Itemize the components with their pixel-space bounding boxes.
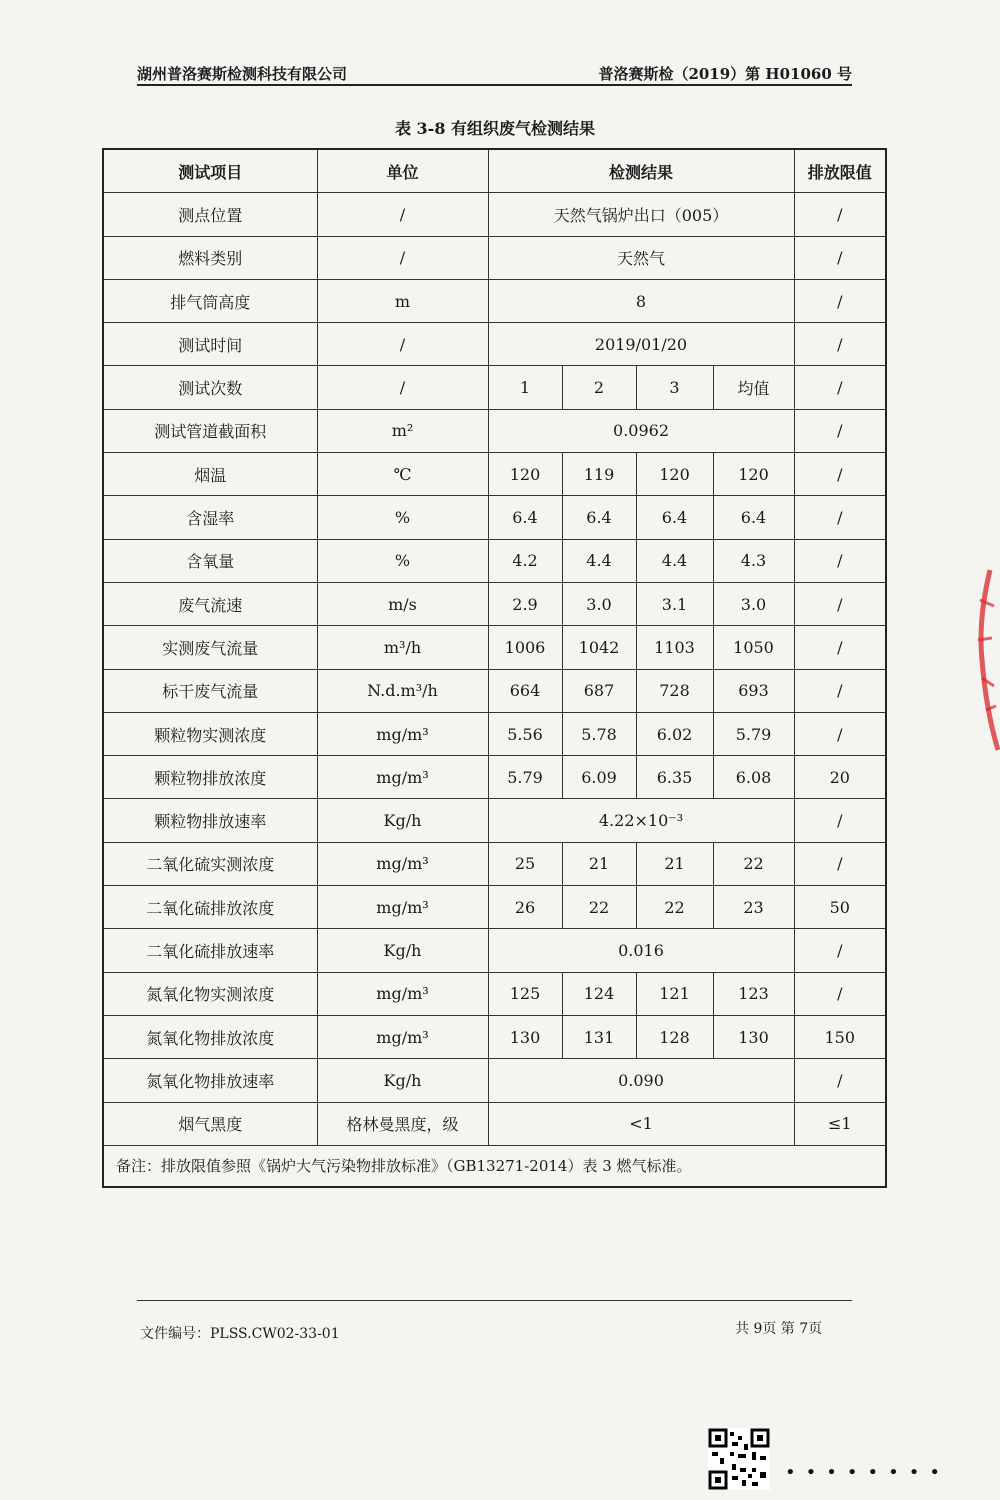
unit-cell: m/s: [317, 582, 488, 625]
result-cell: 121: [636, 972, 713, 1015]
item-cell: 烟温: [103, 453, 317, 496]
item-cell: 测试时间: [103, 323, 317, 366]
result-cell: 6.02: [636, 712, 713, 755]
table-row: [103, 496, 886, 539]
page-number: 共 9页 第 7页: [735, 1321, 823, 1337]
merged-result-cell: 0.0962: [488, 409, 794, 452]
table-row: [103, 799, 886, 842]
result-cell: 124: [562, 972, 636, 1015]
item-cell: 二氧化硫排放速率: [103, 929, 317, 972]
unit-cell: mg/m³: [317, 972, 488, 1015]
item-cell: 氮氧化物排放速率: [103, 1059, 317, 1102]
unit-cell: m³/h: [317, 626, 488, 669]
limit-cell: /: [794, 669, 886, 712]
unit-cell: /: [317, 236, 488, 279]
table-row: [103, 756, 886, 799]
table-row: [103, 279, 886, 322]
item-cell: 颗粒物排放浓度: [103, 756, 317, 799]
result-cell: 120: [713, 453, 794, 496]
unit-cell: ℃: [317, 453, 488, 496]
result-cell: 130: [488, 1015, 562, 1058]
limit-cell: /: [794, 972, 886, 1015]
table-header-row: [103, 149, 886, 193]
limit-cell: /: [794, 1059, 886, 1102]
table-row: [103, 1015, 886, 1058]
result-cell: 664: [488, 669, 562, 712]
result-cell: 5.79: [713, 712, 794, 755]
item-cell: 二氧化硫实测浓度: [103, 842, 317, 885]
table-note: 备注：排放限值参照《锅炉大气污染物排放标准》（GB13271-2014）表 3 燃气标准。: [103, 1145, 886, 1187]
table-row: [103, 582, 886, 625]
table-row: [103, 453, 886, 496]
merged-result-cell: 8: [488, 279, 794, 322]
result-cell: 1050: [713, 626, 794, 669]
result-cell: 1103: [636, 626, 713, 669]
merged-result-cell: 0.090: [488, 1059, 794, 1102]
item-cell: 标干废气流量: [103, 669, 317, 712]
result-cell: 6.09: [562, 756, 636, 799]
unit-cell: mg/m³: [317, 712, 488, 755]
result-cell: 6.4: [488, 496, 562, 539]
unit-cell: m: [317, 279, 488, 322]
table-row: [103, 972, 886, 1015]
result-cell: 26: [488, 886, 562, 929]
result-cell: 3.0: [562, 582, 636, 625]
table-note-row: [103, 1145, 886, 1187]
result-cell: 6.08: [713, 756, 794, 799]
item-cell: 测试管道截面积: [103, 409, 317, 452]
result-cell: 4.4: [636, 539, 713, 582]
document-number: 文件编号：PLSS.CW02-33-01: [140, 1326, 340, 1342]
limit-cell: /: [794, 193, 886, 236]
limit-cell: /: [794, 842, 886, 885]
table-row: [103, 842, 886, 885]
result-cell: 2.9: [488, 582, 562, 625]
report-number: 普洛赛斯检（2019）第 H01060 号: [598, 65, 852, 83]
result-cell: 119: [562, 453, 636, 496]
result-cell: 6.4: [562, 496, 636, 539]
limit-cell: /: [794, 453, 886, 496]
result-cell: 3.1: [636, 582, 713, 625]
result-cell: 5.78: [562, 712, 636, 755]
limit-cell: /: [794, 799, 886, 842]
table-row: [103, 626, 886, 669]
result-cell: 2: [562, 366, 636, 409]
result-cell: 728: [636, 669, 713, 712]
merged-result-cell: 天然气: [488, 236, 794, 279]
result-cell: 4.4: [562, 539, 636, 582]
result-cell: 6.4: [636, 496, 713, 539]
unit-cell: 格林曼黑度，级: [317, 1102, 488, 1145]
table-row: [103, 366, 886, 409]
result-cell: 25: [488, 842, 562, 885]
result-cell: 128: [636, 1015, 713, 1058]
limit-cell: /: [794, 323, 886, 366]
footer-divider: [137, 1300, 852, 1301]
limit-cell: /: [794, 582, 886, 625]
limit-cell: /: [794, 539, 886, 582]
item-cell: 测点位置: [103, 193, 317, 236]
company-name: 湖州普洛赛斯检测科技有限公司: [137, 65, 348, 83]
item-cell: 含湿率: [103, 496, 317, 539]
limit-cell: /: [794, 366, 886, 409]
result-cell: 23: [713, 886, 794, 929]
merged-result-cell: <1: [488, 1102, 794, 1145]
header-result: 检测结果: [488, 149, 794, 193]
table-row: [103, 886, 886, 929]
unit-cell: %: [317, 539, 488, 582]
item-cell: 排气筒高度: [103, 279, 317, 322]
merged-result-cell: 天然气锅炉出口（005）: [488, 193, 794, 236]
result-cell: 21: [636, 842, 713, 885]
item-cell: 烟气黑度: [103, 1102, 317, 1145]
item-cell: 氮氧化物排放浓度: [103, 1015, 317, 1058]
table-row: [103, 193, 886, 236]
result-cell: 125: [488, 972, 562, 1015]
table-row: [103, 323, 886, 366]
merged-result-cell: 4.22×10⁻³: [488, 799, 794, 842]
result-cell: 6.4: [713, 496, 794, 539]
result-cell: 5.79: [488, 756, 562, 799]
limit-cell: /: [794, 409, 886, 452]
unit-cell: N.d.m³/h: [317, 669, 488, 712]
table-row: [103, 1059, 886, 1102]
qr-code-icon: [708, 1428, 770, 1490]
limit-cell: /: [794, 929, 886, 972]
result-cell: 4.2: [488, 539, 562, 582]
result-cell: 5.56: [488, 712, 562, 755]
item-cell: 燃料类别: [103, 236, 317, 279]
result-cell: 123: [713, 972, 794, 1015]
result-cell: 120: [488, 453, 562, 496]
table-row: [103, 929, 886, 972]
limit-cell: /: [794, 712, 886, 755]
table-row: [103, 539, 886, 582]
limit-cell: /: [794, 496, 886, 539]
unit-cell: mg/m³: [317, 886, 488, 929]
result-cell: 130: [713, 1015, 794, 1058]
header-divider: [137, 84, 852, 86]
unit-cell: %: [317, 496, 488, 539]
table-row: [103, 236, 886, 279]
unit-cell: mg/m³: [317, 756, 488, 799]
result-cell: 22: [713, 842, 794, 885]
unit-cell: Kg/h: [317, 799, 488, 842]
result-cell: 21: [562, 842, 636, 885]
result-cell: 693: [713, 669, 794, 712]
limit-cell: /: [794, 236, 886, 279]
limit-cell: /: [794, 279, 886, 322]
merged-result-cell: 0.016: [488, 929, 794, 972]
item-cell: 实测废气流量: [103, 626, 317, 669]
decorative-dots: ••••••••: [785, 1462, 950, 1483]
result-cell: 120: [636, 453, 713, 496]
table-title: 表 3-8 有组织废气检测结果: [394, 119, 596, 138]
limit-cell: 20: [794, 756, 886, 799]
limit-cell: 150: [794, 1015, 886, 1058]
table-row: [103, 409, 886, 452]
results-table: [102, 148, 887, 1188]
result-cell: 均值: [713, 366, 794, 409]
item-cell: 二氧化硫排放浓度: [103, 886, 317, 929]
header-item: 测试项目: [103, 149, 317, 193]
limit-cell: /: [794, 626, 886, 669]
red-seal-stamp: [960, 560, 1000, 760]
result-cell: 1: [488, 366, 562, 409]
item-cell: 颗粒物实测浓度: [103, 712, 317, 755]
unit-cell: mg/m³: [317, 842, 488, 885]
table-row: [103, 669, 886, 712]
unit-cell: m²: [317, 409, 488, 452]
unit-cell: /: [317, 323, 488, 366]
result-cell: 4.3: [713, 539, 794, 582]
result-cell: 687: [562, 669, 636, 712]
limit-cell: 50: [794, 886, 886, 929]
item-cell: 含氧量: [103, 539, 317, 582]
unit-cell: Kg/h: [317, 929, 488, 972]
result-cell: 131: [562, 1015, 636, 1058]
item-cell: 颗粒物排放速率: [103, 799, 317, 842]
unit-cell: Kg/h: [317, 1059, 488, 1102]
merged-result-cell: 2019/01/20: [488, 323, 794, 366]
result-cell: 1006: [488, 626, 562, 669]
unit-cell: /: [317, 193, 488, 236]
limit-cell: ≤1: [794, 1102, 886, 1145]
unit-cell: mg/m³: [317, 1015, 488, 1058]
result-cell: 22: [636, 886, 713, 929]
result-cell: 3: [636, 366, 713, 409]
item-cell: 测试次数: [103, 366, 317, 409]
table-row: [103, 712, 886, 755]
result-cell: 1042: [562, 626, 636, 669]
item-cell: 废气流速: [103, 582, 317, 625]
table-row: [103, 1102, 886, 1145]
result-cell: 3.0: [713, 582, 794, 625]
result-cell: 6.35: [636, 756, 713, 799]
unit-cell: /: [317, 366, 488, 409]
item-cell: 氮氧化物实测浓度: [103, 972, 317, 1015]
result-cell: 22: [562, 886, 636, 929]
header-unit: 单位: [317, 149, 488, 193]
header-limit: 排放限值: [794, 149, 886, 193]
